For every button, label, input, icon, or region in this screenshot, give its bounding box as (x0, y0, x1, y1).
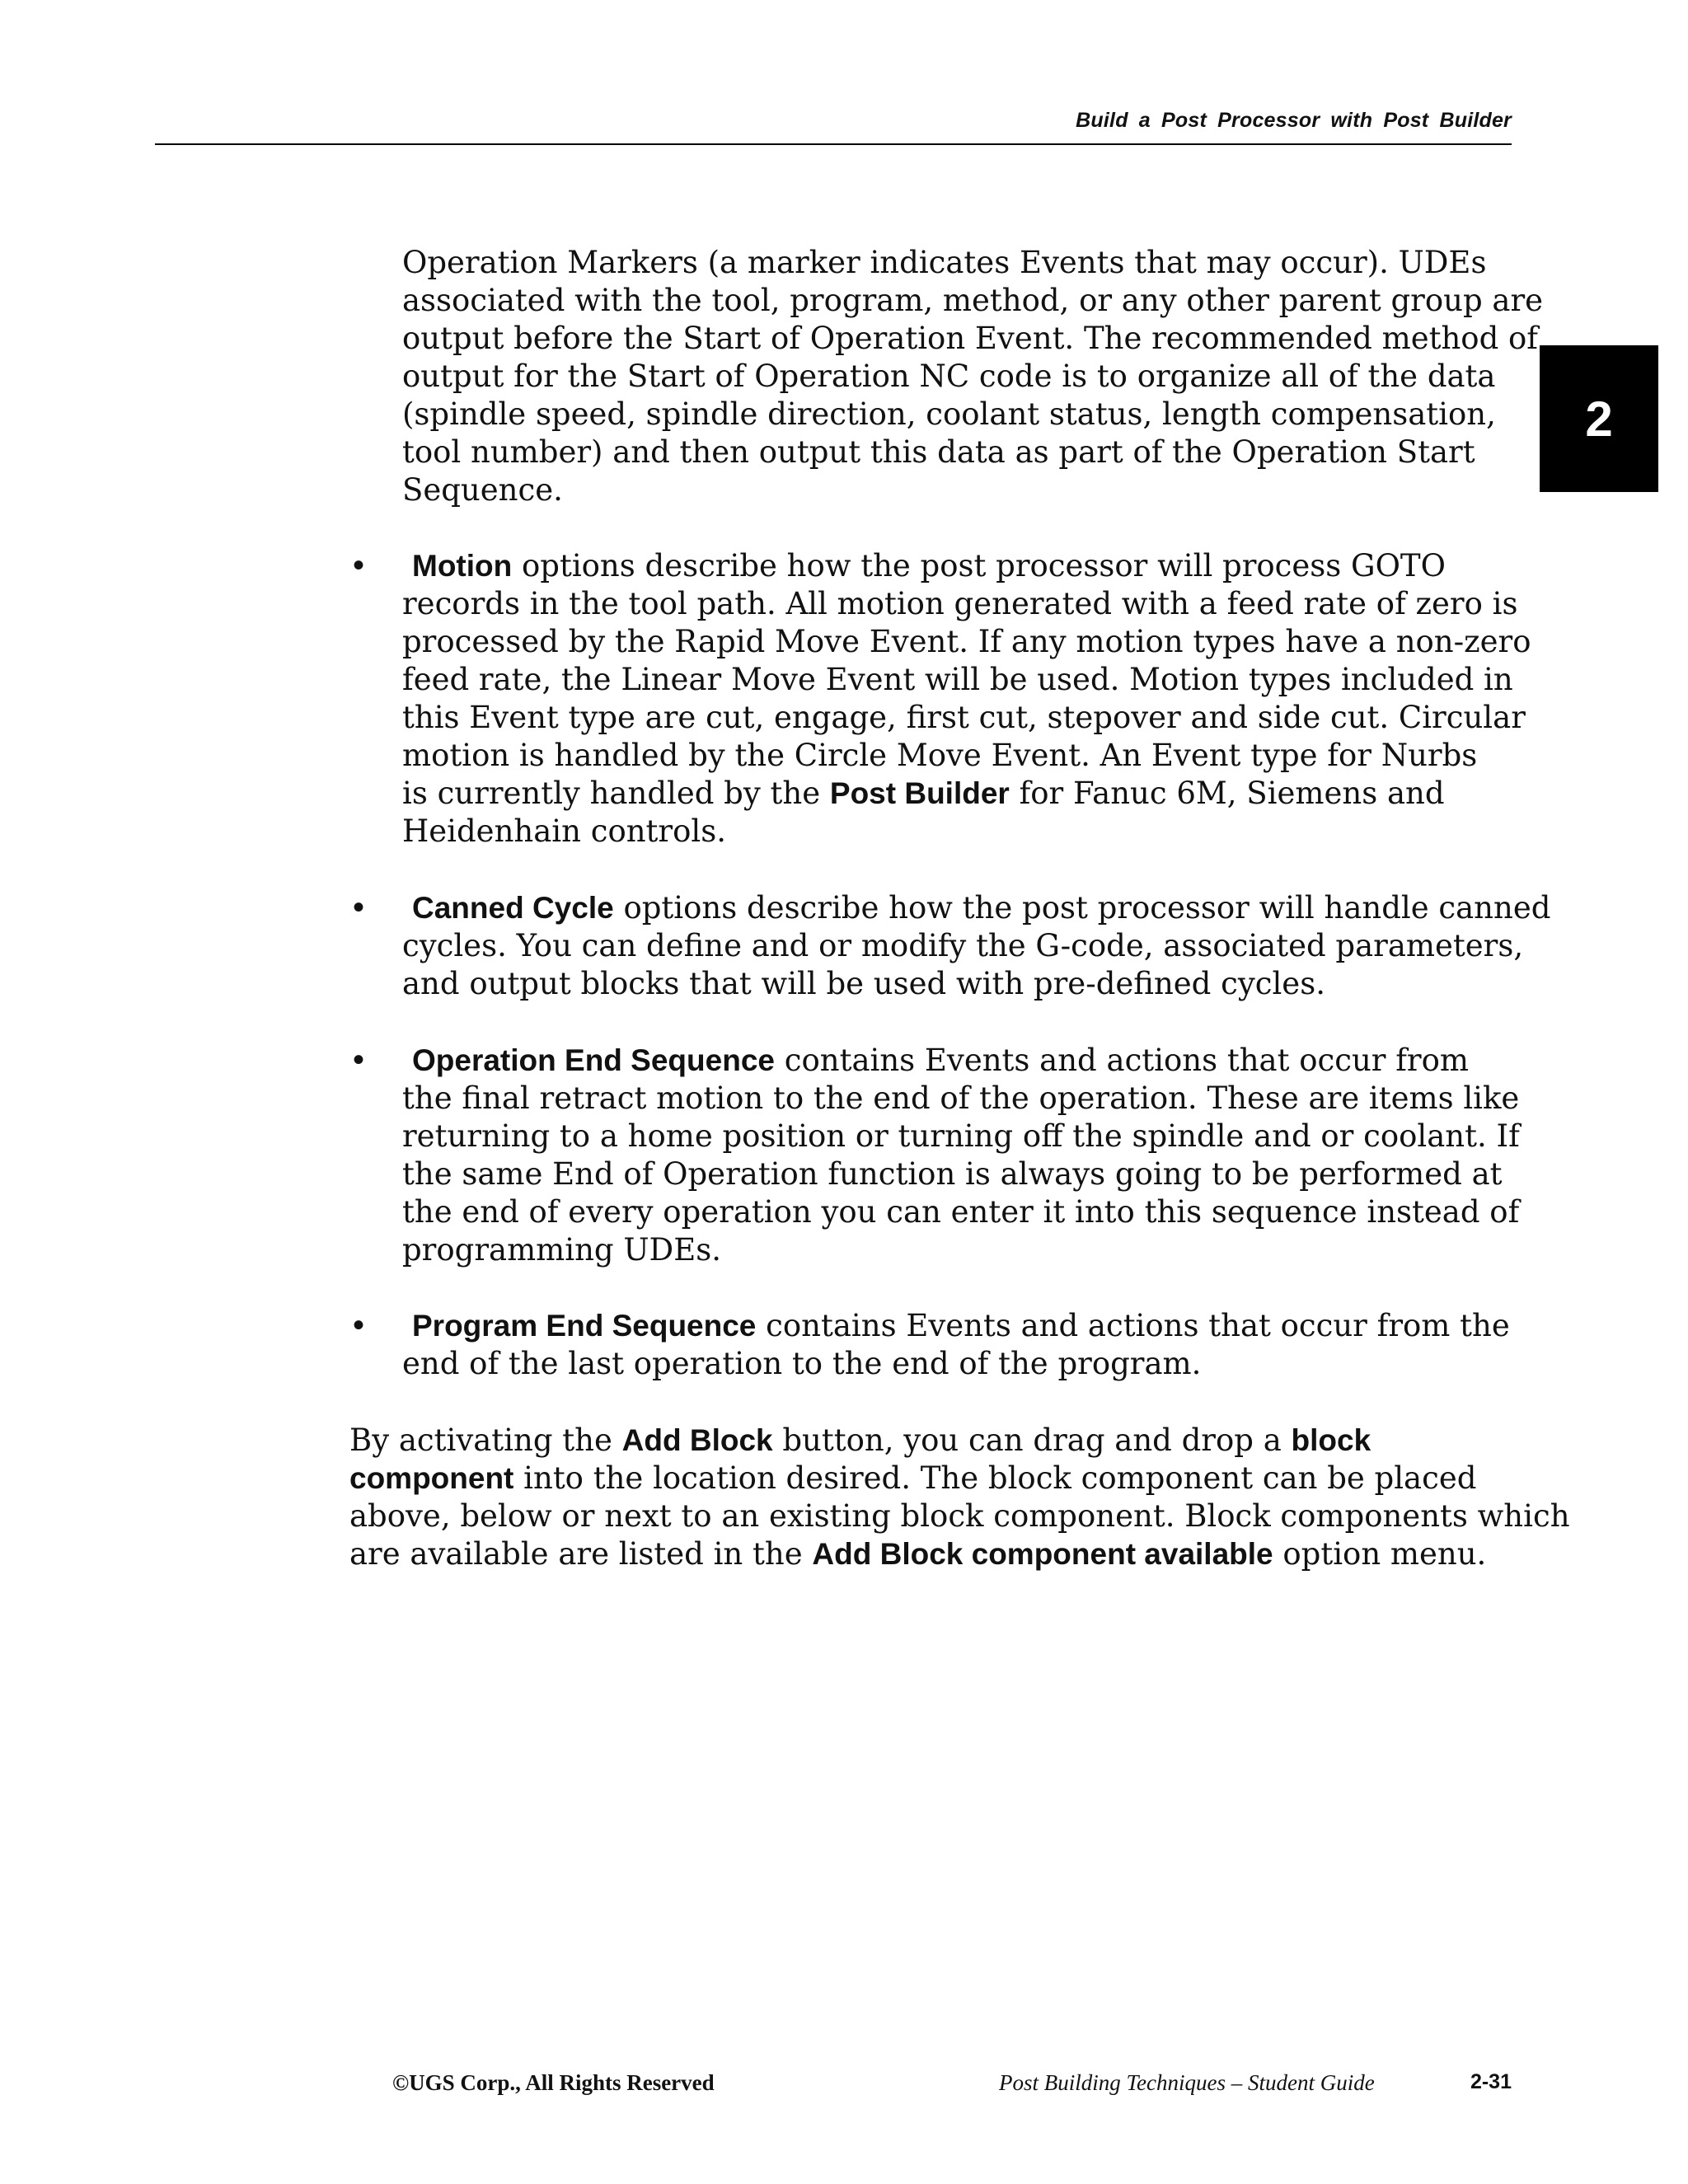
text-line: Heidenhain controls. (402, 813, 726, 849)
term-block: block (1291, 1423, 1372, 1457)
term-add-block: Add Block (621, 1423, 773, 1457)
term-operation-end-sequence: Operation End Sequence (412, 1043, 775, 1077)
bullet-marker: • (353, 1042, 365, 1078)
text-run: into the location desired. The block component can be placed (513, 1460, 1477, 1496)
text-line (402, 1042, 1520, 1080)
text-line: output for the Start of Operation NC code is to organize all of the data (402, 359, 1496, 394)
text-line: programming UDEs. (402, 1232, 721, 1268)
header-rule (155, 143, 1512, 145)
text-line (402, 889, 1550, 927)
text-run: By activating the (349, 1422, 622, 1458)
term-canned-cycle: Canned Cycle (412, 891, 614, 925)
term-add-block-component-available: Add Block component available (812, 1537, 1273, 1571)
bullet-operation-end-sequence (402, 1042, 1520, 1269)
text-line (349, 1422, 1570, 1460)
text-run: for Fanuc 6M, Siemens and (1009, 776, 1445, 811)
text-line: the end of every operation you can enter it into this sequence instead of (402, 1194, 1520, 1230)
text-line: the final retract motion to the end of the operation. These are items like (402, 1080, 1520, 1116)
bullet-marker: • (353, 889, 365, 926)
text-run: button, you can drag and drop a (772, 1422, 1292, 1458)
footer-page-number: 2-31 (1470, 2070, 1512, 2093)
text-line: (spindle speed, spindle direction, coolant status, length compensation, (402, 396, 1496, 432)
closing-paragraph (349, 1422, 1570, 1573)
text-line: Sequence. (402, 472, 563, 508)
text-line: this Event type are cut, engage, first cut, stepover and side cut. Circular (402, 700, 1526, 735)
text-line: output before the Start of Operation Event. The recommended method of (402, 321, 1538, 356)
bullet-marker: • (353, 547, 365, 583)
footer-guide-title: Post Building Techniques – Student Guide (999, 2070, 1375, 2095)
bullet-canned-cycle (402, 889, 1550, 1003)
text-line: motion is handled by the Circle Move Event. An Event type for Nurbs (402, 738, 1478, 773)
bullet-marker: • (353, 1307, 365, 1343)
text-line (402, 775, 1531, 813)
bullet-program-end-sequence (402, 1307, 1510, 1383)
text-line: cycles. You can define and or modify the G-code, associated parameters, (402, 928, 1524, 963)
term-post-builder: Post Builder (829, 776, 1010, 810)
text-line: and output blocks that will be used with pre-defined cycles. (402, 966, 1325, 1001)
bullet-motion (402, 547, 1531, 851)
text-line: the same End of Operation function is always going to be performed at (402, 1156, 1503, 1192)
text-run: is currently handled by the (402, 776, 830, 811)
text-line: records in the tool path. All motion generated with a feed rate of zero is (402, 586, 1518, 621)
text-line: end of the last operation to the end of the program. (402, 1346, 1202, 1381)
text-line (349, 1535, 1570, 1573)
intro-paragraph (402, 244, 1543, 509)
text-run: option menu. (1273, 1536, 1487, 1572)
text-line (402, 1307, 1510, 1345)
text-line: associated with the tool, program, method, or any other parent group are (402, 283, 1544, 318)
running-header: Build a Post Processor with Post Builder (1076, 109, 1512, 132)
text-run: contains Events and actions that occur from (774, 1043, 1469, 1078)
text-run: options describe how the post processor will process GOTO (512, 548, 1446, 583)
text-line: above, below or next to an existing block component. Block components which (349, 1498, 1570, 1534)
footer-copyright: ©UGS Corp., All Rights Reserved (392, 2070, 715, 2095)
text-run: options describe how the post processor will handle canned (613, 890, 1551, 926)
text-line (349, 1460, 1570, 1497)
text-line: Operation Markers (a marker indicates Events that may occur). UDEs (402, 245, 1487, 280)
text-run: contains Events and actions that occur from the (756, 1308, 1510, 1343)
text-run: are available are listed in the (349, 1536, 813, 1572)
term-motion: Motion (412, 549, 513, 583)
text-line: tool number) and then output this data as part of the Operation Start (402, 434, 1475, 470)
text-line (402, 547, 1531, 585)
text-line: returning to a home position or turning off the spindle and or coolant. If (402, 1118, 1520, 1154)
term-component: component (349, 1461, 514, 1495)
chapter-tab: 2 (1540, 345, 1658, 492)
text-line: feed rate, the Linear Move Event will be used. Motion types included in (402, 662, 1513, 697)
term-program-end-sequence: Program End Sequence (412, 1309, 757, 1343)
text-line: processed by the Rapid Move Event. If any motion types have a non-zero (402, 624, 1531, 659)
